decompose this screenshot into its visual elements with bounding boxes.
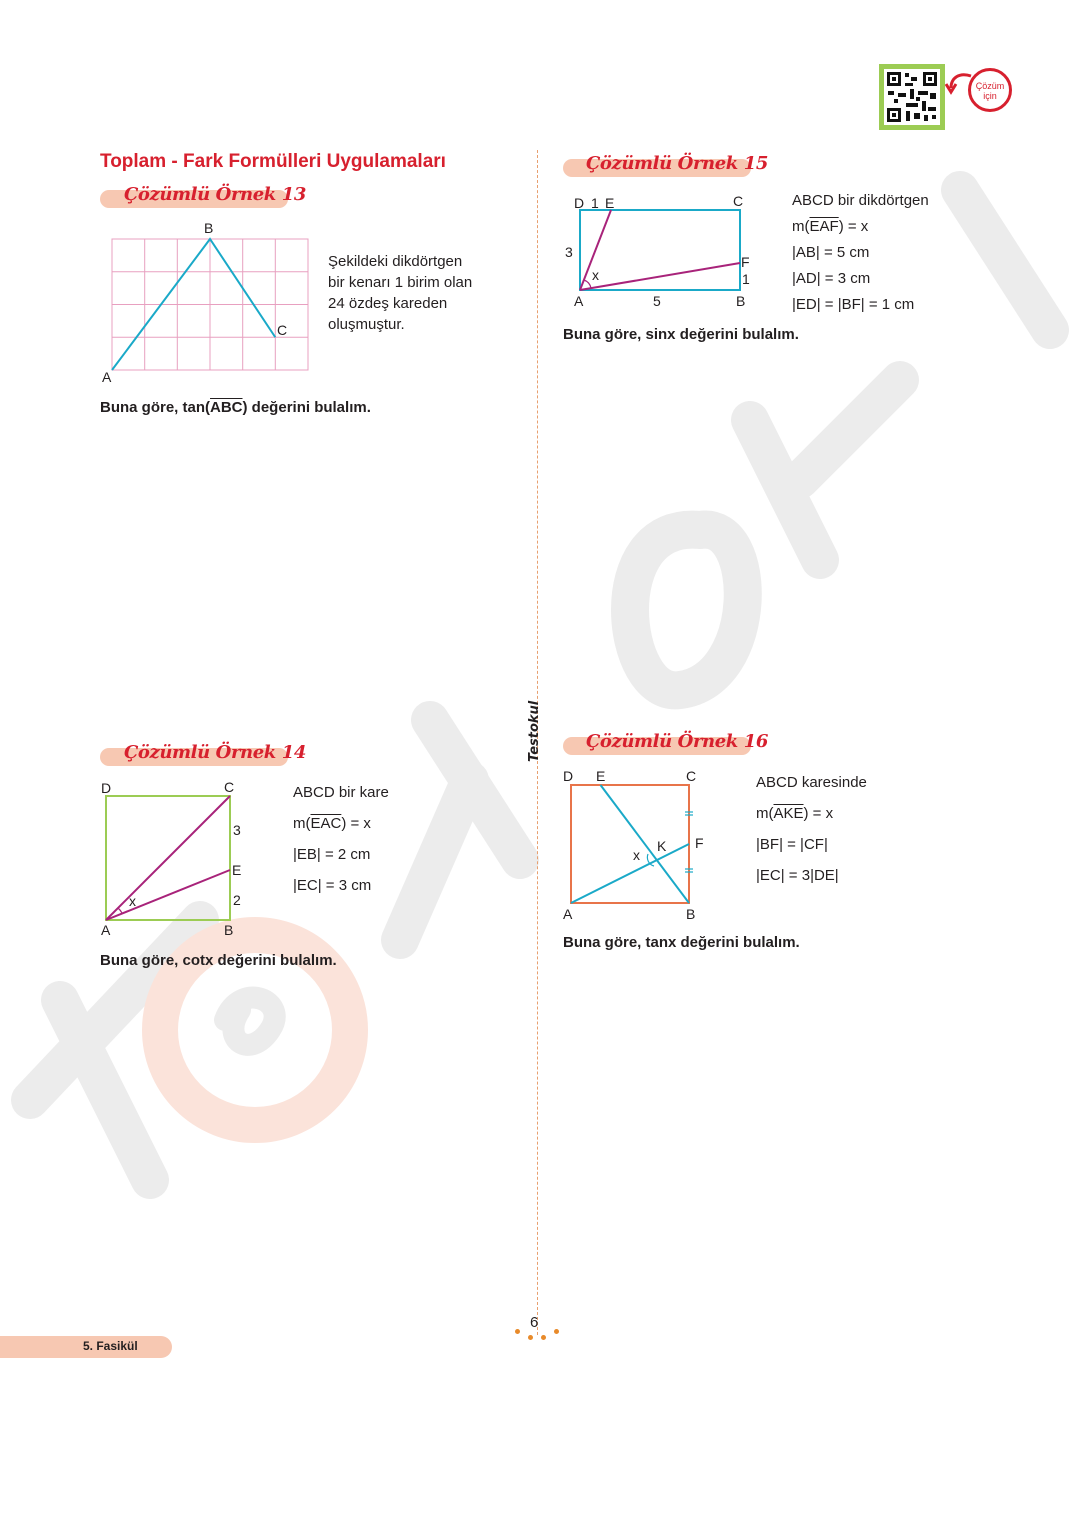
ex14-label-three: 3	[233, 822, 241, 838]
page-dot	[554, 1329, 559, 1334]
ex15-info-line5: |ED| = |BF| = 1 cm	[792, 296, 915, 313]
segment-af	[580, 263, 740, 290]
ex14-label-e: E	[232, 862, 242, 878]
segment-af	[571, 844, 689, 903]
ex15-label-c: C	[733, 193, 744, 209]
page-dot	[528, 1335, 533, 1340]
square-abcd	[571, 785, 689, 903]
qr-code[interactable]	[879, 64, 945, 130]
ex15-label-three: 3	[565, 244, 573, 260]
ex16-label-e: E	[596, 768, 606, 784]
ex16-label-c: C	[686, 768, 697, 784]
ex14-label-two: 2	[233, 892, 241, 908]
ex16-label-b: B	[686, 906, 696, 922]
brand-vertical: Testokul	[527, 700, 542, 762]
page-number: 6	[530, 1314, 539, 1331]
ex14-label-b: B	[224, 922, 234, 938]
segment-eb	[601, 785, 690, 903]
segment-ac	[106, 796, 230, 920]
ex16-info	[756, 767, 867, 891]
ex14-info	[293, 777, 389, 901]
ex13-label-b: B	[204, 220, 214, 236]
example-13-figure	[100, 220, 320, 390]
page-dot	[515, 1329, 520, 1334]
ex15-question: Buna göre, sinx değerini bulalım.	[563, 326, 799, 343]
ex13-question-prefix: Buna göre, tan(	[100, 399, 211, 416]
ex15-label-e: E	[605, 195, 615, 211]
ex14-info-line2	[293, 808, 389, 839]
ex16-info-line2-arc: $\overline{AKE}$	[773, 805, 804, 822]
ex16-label-x: x	[633, 847, 640, 863]
ex15-info	[792, 188, 929, 318]
ex14-info-line1: ABCD bir kare	[293, 784, 389, 801]
ex14-label-a: A	[101, 922, 111, 938]
ex16-info-line4: |EC| = 3|DE|	[756, 867, 839, 884]
ex16-info-line2	[756, 798, 867, 829]
ex15-label-one-top: 1	[591, 195, 599, 211]
example-16-title: Çözümlü Örnek 16	[586, 731, 768, 752]
rectangle-abcd	[580, 210, 740, 290]
fasikul-label: 5. Fasikül	[83, 1339, 138, 1353]
example-15-figure	[560, 190, 760, 310]
ex14-info-line2-prefix: m(	[293, 815, 311, 832]
ex15-info-line2-arc: $\overline{EAF}$	[809, 218, 839, 235]
example-16-figure	[560, 776, 710, 916]
ex13-text-line: bir kenarı 1 birim olan	[328, 274, 473, 291]
page-dot	[541, 1335, 546, 1340]
example-14-figure	[96, 786, 246, 926]
ex15-label-x: x	[592, 267, 599, 283]
example-14-title: Çözümlü Örnek 14	[124, 742, 306, 763]
ex16-info-line3: |BF| = |CF|	[756, 836, 828, 853]
angle-x-arc	[584, 280, 591, 288]
ex13-question-arc: $\overline{ABC}$	[210, 399, 243, 416]
ex15-label-b: B	[736, 293, 746, 309]
ex13-label-a: A	[102, 369, 112, 385]
ex14-info-line2-arc: $\overline{EAC}$	[310, 815, 342, 832]
ex15-label-f: F	[741, 254, 750, 270]
ex15-info-line4: |AD| = 3 cm	[792, 270, 871, 287]
section-title: Toplam - Fark Formülleri Uygulamaları	[100, 151, 446, 172]
ex16-info-line2-prefix: m(	[756, 805, 774, 822]
ex15-info-line2-prefix: m(	[792, 218, 810, 235]
solution-badge-line1: Çözüm	[975, 81, 1005, 91]
ex13-label-c: C	[277, 322, 288, 338]
ex15-label-one-right: 1	[742, 271, 750, 287]
ex15-label-five: 5	[653, 293, 661, 309]
ex16-info-line2-suffix: ) = x	[803, 805, 834, 822]
ex15-label-d: D	[574, 195, 585, 211]
ex14-info-line2-suffix: ) = x	[341, 815, 371, 832]
solution-badge-line2: için	[983, 91, 997, 101]
ex16-label-f: F	[695, 835, 704, 851]
ex13-text-line: 24 özdeş kareden	[328, 295, 448, 312]
ex14-info-line3: |EB| = 2 cm	[293, 846, 371, 863]
ex16-label-d: D	[563, 768, 574, 784]
ex14-question: Buna göre, cotx değerini bulalım.	[100, 952, 337, 969]
ex16-question: Buna göre, tanx değerini bulalım.	[563, 934, 800, 951]
ex15-info-line1: ABCD bir dikdörtgen	[792, 192, 929, 209]
ex14-label-c: C	[224, 779, 235, 795]
qr-pattern-icon	[884, 69, 940, 125]
angle-x-arc	[118, 908, 122, 913]
ex13-question-suffix: ) değerini bulalım.	[242, 399, 371, 416]
ex15-info-line2	[792, 214, 929, 240]
ex15-info-line2-suffix: ) = x	[838, 218, 869, 235]
ex15-label-a: A	[574, 293, 584, 309]
ex13-description	[328, 251, 472, 335]
grid-lines	[112, 239, 308, 370]
ex16-label-a: A	[563, 906, 573, 922]
ex14-label-x: x	[129, 893, 136, 909]
ex14-info-line4: |EC| = 3 cm	[293, 877, 372, 894]
ex14-label-d: D	[101, 780, 112, 796]
solution-badge[interactable]	[968, 68, 1012, 112]
ex15-info-line3: |AB| = 5 cm	[792, 244, 870, 261]
segment-ae	[106, 870, 230, 920]
ex16-label-k: K	[657, 838, 667, 854]
example-15-title: Çözümlü Örnek 15	[586, 153, 768, 174]
ex16-info-line1: ABCD karesinde	[756, 774, 867, 791]
example-13-title: Çözümlü Örnek 13	[124, 184, 306, 205]
ex13-text-line: oluşmuştur.	[328, 316, 405, 333]
ex13-question	[100, 399, 371, 416]
ex13-text-line: Şekildeki dikdörtgen	[328, 253, 463, 270]
